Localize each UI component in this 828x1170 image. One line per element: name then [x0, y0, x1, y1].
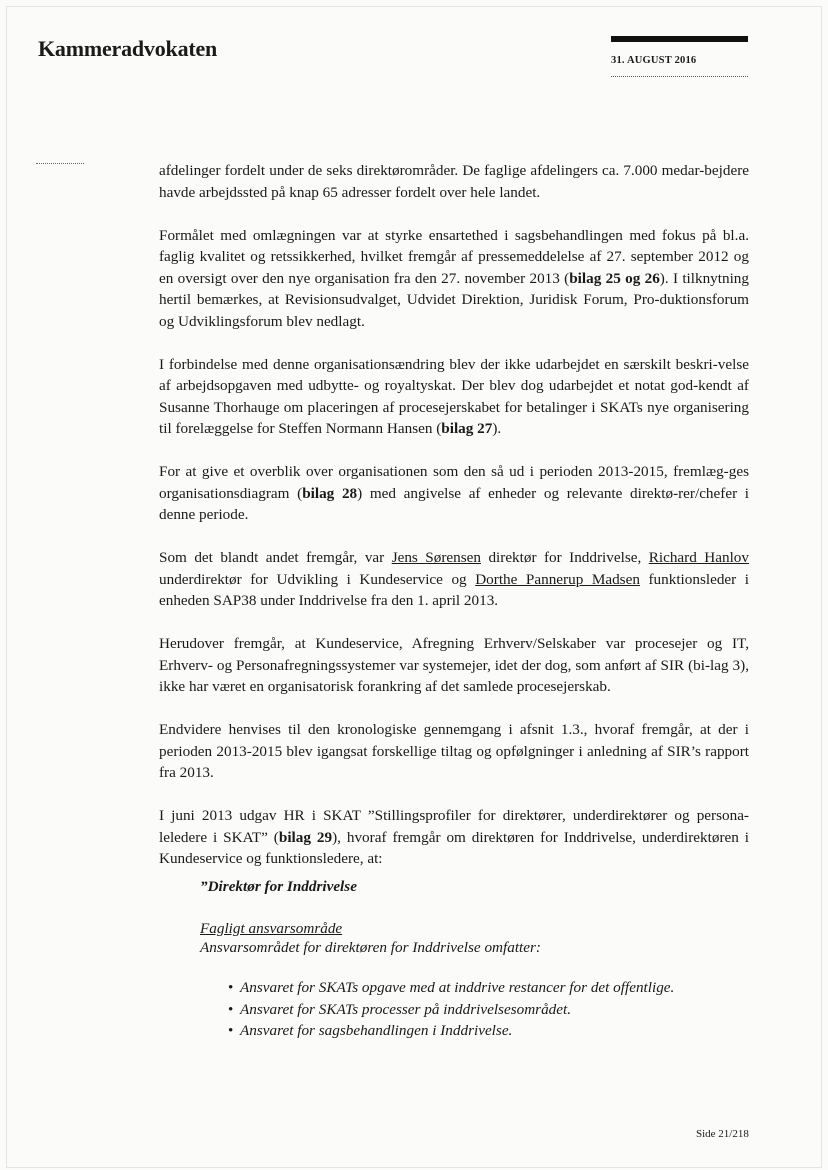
- person-name: Richard Hanlov: [648, 549, 749, 566]
- text-run: direktør for Inddrivelse,: [480, 549, 649, 566]
- text-run: Herudover fremgår, at Kundeservice, Afregning Erhverv/Selskaber var procesejer og IT, Erhverv- og Personafregningssystemer var systemejer, idet der dog, som anført af SIR (bi-lag 3), ikke har været en organisatorisk forankring af det samlede procesejerskab.: [159, 635, 749, 695]
- text-run: For at give et overblik over organisationen som den så ud i perioden 2013-2015, fremlæg-ges organisationsdiagram (: [159, 463, 749, 502]
- bullet-item: • Ansvaret for sagsbehandlingen i Inddrivelse.: [228, 1020, 748, 1042]
- person-name: Jens Sørensen: [391, 549, 481, 566]
- text-run: I juni 2013 udgav HR i SKAT ”Stillingsprofiler for direktører, underdirektører og persona-leledere i SKAT” (: [159, 807, 749, 846]
- date-rule: [611, 76, 748, 77]
- text-run: Som det blandt andet fremgår, var: [159, 549, 392, 566]
- text-run: funktionsleder i enheden SAP38 under Inddrivelse fra den 1. april 2013.: [159, 570, 749, 609]
- text-run: I forbindelse med denne organisationsændring blev der ikke udarbejdet en særskilt beskri-velse af arbejdsopgaven med udbytte- og royaltyskat. Der blev dog udarbejdet et notat god-kendt af Susanne Thorhauge om placeringen af procesejerskabet for betalinger i SKATs nye organisering til forelæggelse for Steffen Normann Hansen (: [159, 355, 749, 437]
- paragraph: [159, 633, 749, 698]
- brand-title: Kammeradvokaten: [38, 36, 218, 61]
- text-run: ), hvoraf fremgår om direktøren for Inddrivelse, underdirektøren i Kundeservice og funktionsledere, at:: [159, 828, 749, 867]
- paragraph: [159, 160, 749, 203]
- quote-subheading: Fagligt ansvarsområde: [200, 920, 343, 937]
- exhibit-reference: bilag 25 og 26: [569, 269, 660, 287]
- exhibit-reference: bilag 27: [441, 420, 493, 437]
- bullet-item: • Ansvaret for SKATs processer på inddrivelsesområdet.: [228, 999, 748, 1021]
- margin-rule: [36, 163, 84, 164]
- text-run: Formålet med omlægningen var at styrke ensartethed i sagsbehandlingen med fokus på bl.a. faglig kvalitet og retssikkerhed, hvilket fremgår af pressemeddelelse af 27. september 2012 og en oversigt over den nye organisation fra den 27. november 2013 (: [159, 226, 749, 287]
- date-bar: [611, 36, 748, 42]
- paragraph: [159, 719, 749, 784]
- paragraph: [159, 225, 749, 333]
- quote-intro: Ansvarsområdet for direktøren for Inddrivelse omfatter:: [200, 939, 541, 956]
- text-run: ).: [492, 420, 502, 437]
- paragraph: [159, 547, 749, 612]
- document-date: 31. AUGUST 2016: [611, 55, 697, 66]
- text-run: Endvidere henvises til den kronologiske gennemgang i afsnit 1.3., hvoraf fremgår, at der i perioden 2013-2015 blev igangsat forskellige tiltag og opfølgninger i anledning af SIR’s rapport fra 2013.: [159, 721, 749, 781]
- text-run: ) med angivelse af enheder og relevante direktø-rer/chefer i denne periode.: [159, 484, 750, 523]
- text-run: underdirektør for Udvikling i Kundeservice og: [159, 570, 476, 588]
- text-run: ). I tilknytning hertil bemærkes, at Revisionsudvalget, Udvidet Direktion, Juridisk Forum, Pro-duktionsforum og Udviklingsforum blev nedlagt.: [159, 269, 749, 330]
- paragraph: [159, 805, 749, 870]
- bullet-item: • Ansvaret for SKATs opgave med at inddrive restancer for det offentlige.: [228, 977, 748, 999]
- page-number: Side 21/218: [696, 1128, 749, 1140]
- paragraph: [159, 354, 749, 440]
- person-name: Dorthe Pannerup Madsen: [475, 570, 640, 588]
- paragraph: [159, 461, 749, 526]
- exhibit-reference: bilag 28: [302, 484, 358, 502]
- quote-bullet-list: [228, 977, 748, 1042]
- body-text: [159, 160, 749, 891]
- quote-title: ”Direktør for Inddrivelse: [200, 878, 357, 895]
- text-run: afdelinger fordelt under de seks direktørområder. De faglige afdelingers ca. 7.000 medar-bejdere havde arbejdssted på knap 65 adresser fordelt over hele landet.: [159, 162, 749, 201]
- exhibit-reference: bilag 29: [278, 828, 333, 846]
